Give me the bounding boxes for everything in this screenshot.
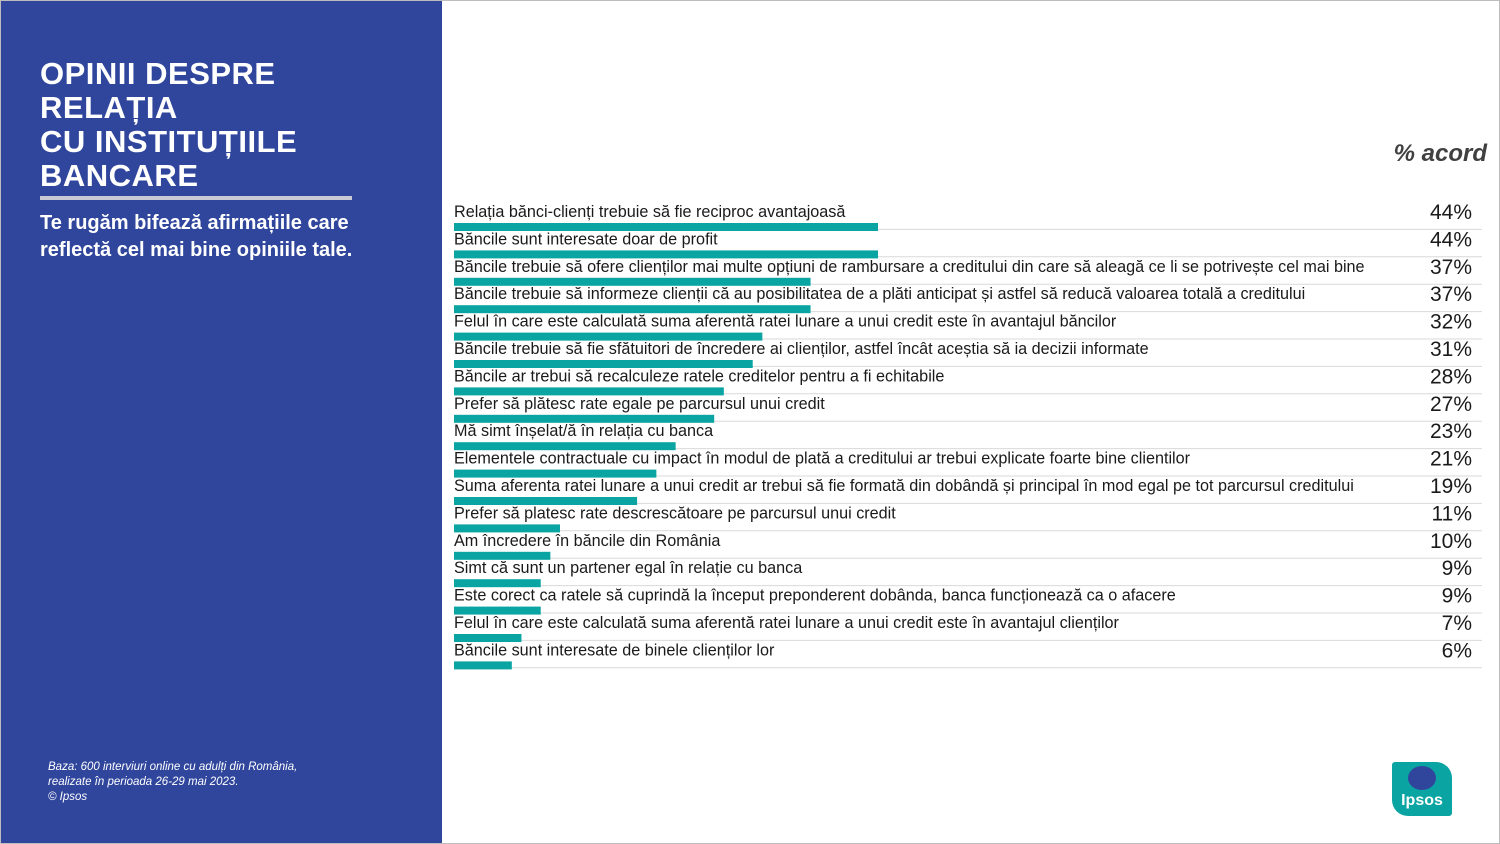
value-label: 9% [1441, 557, 1472, 581]
title-line: CU INSTITUȚIILE [40, 124, 298, 159]
value-label: 19% [1429, 475, 1472, 498]
logo-text: Ipsos [1401, 792, 1443, 809]
question-text: Te rugăm bifează afirmațiile care reflectă cel mai bine opiniile tale. [40, 212, 353, 261]
value-label: 32% [1429, 310, 1472, 334]
title-line: BANCARE [40, 158, 199, 193]
category-label: Am încredere în băncile din România [454, 531, 721, 550]
value-column-header: % acord [1393, 140, 1487, 167]
value-label: 9% [1441, 584, 1472, 608]
base-footnote [48, 760, 388, 805]
title-divider [40, 196, 352, 200]
footnote-line: © Ipsos [48, 791, 88, 803]
value-label: 11% [1431, 502, 1472, 526]
page-title [40, 57, 420, 193]
category-label: Băncile trebuie să ofere clienților mai multe opțiuni de rambursare a creditului din care să aleagă ce li se potrivește cel mai bine [454, 257, 1365, 276]
bar-chart [442, 1, 1499, 843]
value-label: 44% [1429, 201, 1472, 224]
value-label: 44% [1429, 228, 1472, 252]
left-panel [1, 1, 442, 843]
value-label: 10% [1429, 529, 1472, 553]
value-label: 27% [1429, 392, 1472, 416]
category-label: Băncile trebuie să informeze clienții că au posibilitatea de a plăti anticipat și astfel să reducă valoarea totală a creditului [454, 285, 1306, 304]
value-label: 37% [1429, 283, 1472, 307]
category-label: Simt că sunt un partener egal în relație cu banca [454, 559, 803, 578]
value-label: 6% [1441, 639, 1472, 663]
category-label: Relația bănci-clienți trebuie să fie reciproc avantajoasă [454, 203, 846, 221]
category-label: Băncile sunt interesate de binele clienților lor [454, 641, 775, 660]
bar [454, 661, 512, 669]
category-label: Este corect ca ratele să cuprindă la început preponderent dobânda, banca funcționează ca o afacere [454, 586, 1176, 605]
value-label: 28% [1429, 365, 1472, 389]
footnote-line: realizate în perioada 26-29 mai 2023. [48, 776, 239, 788]
category-label: Felul în care este calculată suma aferentă ratei lunare a unui credit este în avantajul clienților [454, 614, 1119, 632]
logo-head-shape [1408, 766, 1436, 790]
value-label: 23% [1429, 420, 1472, 444]
category-label: Felul în care este calculată suma aferentă ratei lunare a unui credit este în avantajul băncilor [454, 312, 1117, 331]
category-label: Suma aferenta ratei lunare a unui credit ar trebui să fie formată din dobândă și principal în mod egal pe tot parcursul creditului [454, 477, 1354, 495]
category-label: Băncile ar trebui să recalculeze ratele creditelor pentru a fi echitabile [454, 367, 945, 386]
category-label: Băncile sunt interesate doar de profit [454, 230, 718, 249]
category-label: Prefer să plătesc rate egale pe parcursul unui credit [454, 394, 825, 413]
ipsos-logo-icon [1392, 762, 1452, 816]
category-label: Elementele contractuale cu impact în modul de plată a creditului ar trebui explicate foarte bine clientilor [454, 449, 1191, 468]
value-label: 37% [1429, 255, 1472, 279]
value-label: 21% [1429, 447, 1472, 471]
title-line: RELAȚIA [40, 90, 178, 125]
category-label: Prefer să platesc rate descrescătoare pe parcursul unui credit [454, 504, 896, 523]
value-label: 7% [1441, 612, 1472, 635]
value-label: 31% [1429, 338, 1472, 361]
title-line: OPINII DESPRE [40, 56, 276, 91]
footnote-line: Baza: 600 interviuri online cu adulți din România, [48, 761, 298, 773]
category-label: Mă simt înșelat/ă în relația cu banca [454, 422, 714, 441]
category-label: Băncile trebuie să fie sfătuitori de încredere ai clienților, astfel încât aceștia să ia decizii informate [454, 340, 1149, 358]
